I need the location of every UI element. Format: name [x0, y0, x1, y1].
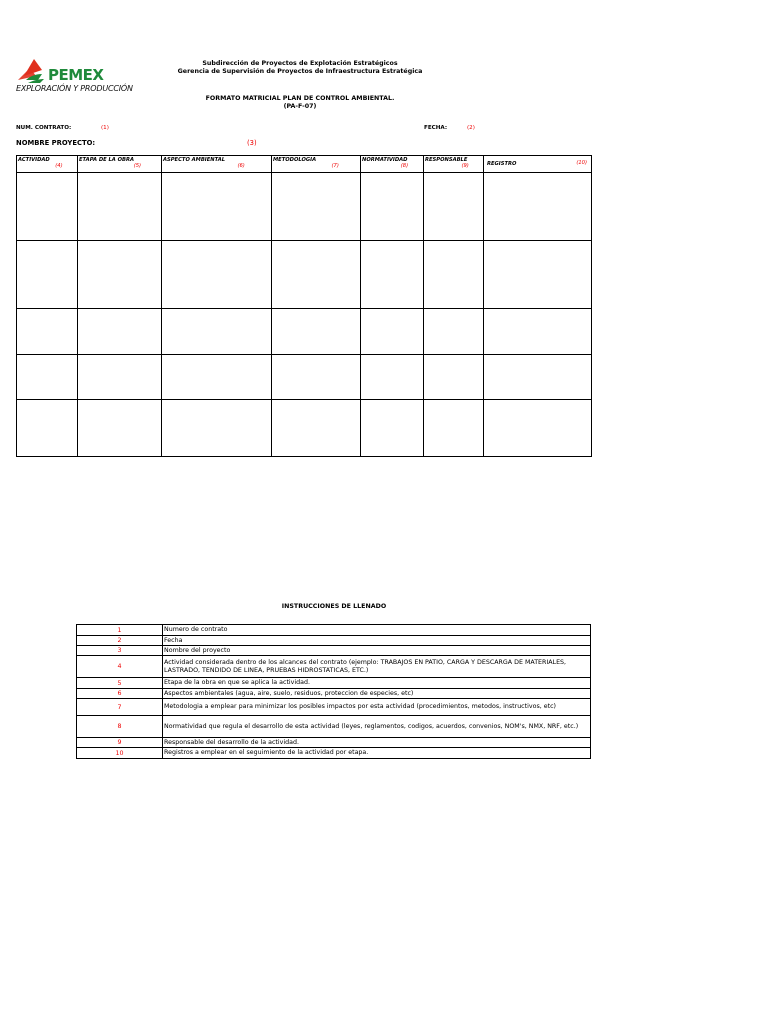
instruction-row — [77, 748, 591, 759]
matrix-cell[interactable] — [162, 173, 272, 241]
col-registro: REGISTRO (10) — [484, 156, 592, 173]
instruction-text: Nombre del proyecto — [163, 646, 591, 656]
instruction-number: 2 — [77, 636, 163, 646]
instruction-row — [77, 625, 591, 636]
matrix-cell[interactable] — [484, 400, 592, 457]
instructions-title: INSTRUCCIONES DE LLENADO — [281, 603, 387, 610]
matrix-cell[interactable] — [272, 400, 361, 457]
instruction-text: Numero de contrato — [163, 625, 591, 636]
matrix-cell[interactable] — [361, 355, 424, 400]
pemex-wordmark: PEMEX — [48, 66, 104, 84]
matrix-cell[interactable] — [78, 173, 162, 241]
matrix-cell[interactable] — [78, 241, 162, 309]
matrix-cell[interactable] — [162, 241, 272, 309]
matrix-cell[interactable] — [17, 355, 78, 400]
fecha-label: FECHA: — [424, 125, 448, 131]
control-matrix — [16, 155, 592, 457]
matrix-header-row — [17, 156, 592, 173]
matrix-row — [17, 241, 592, 309]
instruction-row — [77, 689, 591, 699]
matrix-cell[interactable] — [17, 173, 78, 241]
matrix-row — [17, 309, 592, 355]
matrix-cell[interactable] — [361, 400, 424, 457]
instruction-row — [77, 636, 591, 646]
matrix-cell[interactable] — [17, 309, 78, 355]
matrix-cell[interactable] — [17, 241, 78, 309]
header-line-1: Subdirección de Proyectos de Explotación Estratégicos — [202, 60, 398, 67]
matrix-cell[interactable] — [162, 400, 272, 457]
instruction-number: 1 — [77, 625, 163, 636]
instruction-row — [77, 738, 591, 748]
instruction-text: Aspectos ambientales (agua, aire, suelo, residuos, proteccion de especies, etc) — [163, 689, 591, 699]
col-actividad: ACTIVIDAD (4) — [17, 156, 78, 173]
header-line-2: Gerencia de Supervisión de Proyectos de Infraestructura Estratégica — [177, 68, 423, 75]
matrix-cell[interactable] — [424, 173, 484, 241]
instruction-number: 8 — [77, 716, 163, 738]
matrix-cell[interactable] — [78, 400, 162, 457]
matrix-cell[interactable] — [361, 241, 424, 309]
proyecto-ref: (3) — [247, 139, 257, 147]
instruction-text: Metodologia a emplear para minimizar los posibles impactos por esta actividad (procedimientos, metodos, instructivos, etc) — [163, 699, 591, 716]
matrix-cell[interactable] — [162, 355, 272, 400]
matrix-cell[interactable] — [272, 355, 361, 400]
logo-subtitle: EXPLORACIÓN Y PRODUCCIÓN — [16, 84, 133, 93]
matrix-cell[interactable] — [484, 309, 592, 355]
matrix-cell[interactable] — [78, 355, 162, 400]
matrix-cell[interactable] — [17, 400, 78, 457]
instruction-number: 10 — [77, 748, 163, 759]
matrix-cell[interactable] — [162, 309, 272, 355]
instruction-number: 7 — [77, 699, 163, 716]
instruction-text: Fecha — [163, 636, 591, 646]
matrix-row — [17, 355, 592, 400]
matrix-cell[interactable] — [361, 173, 424, 241]
instruction-number: 3 — [77, 646, 163, 656]
matrix-cell[interactable] — [272, 173, 361, 241]
instruction-row — [77, 656, 591, 678]
instruction-number: 5 — [77, 678, 163, 689]
matrix-cell[interactable] — [272, 309, 361, 355]
matrix-row — [17, 400, 592, 457]
matrix-cell[interactable] — [424, 241, 484, 309]
pemex-flame-icon — [18, 59, 44, 83]
matrix-cell[interactable] — [361, 309, 424, 355]
proyecto-label: NOMBRE PROYECTO: — [16, 139, 96, 147]
matrix-cell[interactable] — [484, 355, 592, 400]
instruction-row — [77, 678, 591, 689]
form-code: (PA-F-07) — [283, 103, 317, 110]
instruction-text: Normatividad que regula el desarrollo de esta actividad (leyes, reglamentos, codigos, acuerdos, convenios, NOM's, NMX, NRF, etc.) — [163, 716, 591, 738]
matrix-cell[interactable] — [78, 309, 162, 355]
matrix-cell[interactable] — [424, 309, 484, 355]
form-title: FORMATO MATRICIAL PLAN DE CONTROL AMBIENTAL. — [205, 95, 395, 102]
instruction-text: Registros a emplear en el seguimiento de la actividad por etapa. — [163, 748, 591, 759]
col-etapa: ETAPA DE LA OBRA (5) — [78, 156, 162, 173]
contrato-label: NUM. CONTRATO: — [16, 125, 72, 131]
instruction-text: Actividad considerada dentro de los alcances del contrato (ejemplo: TRABAJOS EN PATIO, CARGA Y DESCARGA DE MATERIALES, LASTRADO, TENDIDO DE LINEA, PRUEBAS HIDROSTATICAS, ETC.) — [163, 656, 591, 678]
instruction-row — [77, 646, 591, 656]
instruction-text: Responsable del desarrollo de la actividad. — [163, 738, 591, 748]
instructions-table — [76, 624, 591, 759]
fecha-ref: (2) — [467, 125, 475, 131]
instruction-number: 6 — [77, 689, 163, 699]
col-aspecto: ASPECTO AMBIENTAL (6) — [162, 156, 272, 173]
matrix-cell[interactable] — [484, 173, 592, 241]
col-responsable: RESPONSABLE (9) — [424, 156, 484, 173]
matrix-cell[interactable] — [424, 400, 484, 457]
instruction-text: Etapa de la obra en que se aplica la actividad. — [163, 678, 591, 689]
instruction-number: 9 — [77, 738, 163, 748]
matrix-cell[interactable] — [272, 241, 361, 309]
matrix-cell[interactable] — [424, 355, 484, 400]
col-normatividad: NORMATIVIDAD (8) — [361, 156, 424, 173]
instruction-row — [77, 699, 591, 716]
col-metodologia: METODOLOGIA (7) — [272, 156, 361, 173]
instruction-row — [77, 716, 591, 738]
matrix-cell[interactable] — [484, 241, 592, 309]
contrato-ref: (1) — [101, 125, 109, 131]
instruction-number: 4 — [77, 656, 163, 678]
matrix-row — [17, 173, 592, 241]
